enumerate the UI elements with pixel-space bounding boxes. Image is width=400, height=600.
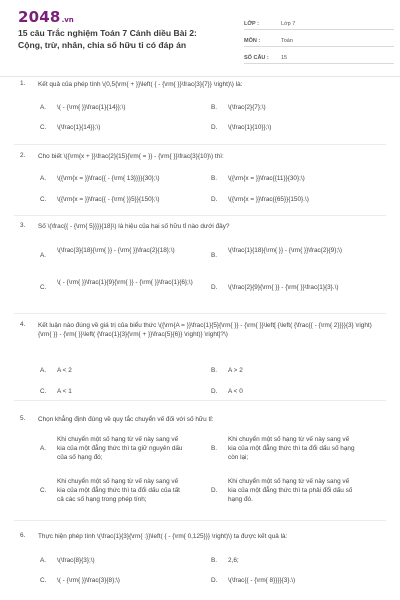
question-divider: [14, 144, 386, 145]
option-a[interactable]: [40, 366, 72, 375]
option-letter: A.: [40, 445, 47, 452]
option-text: \({\rm{x = }}\frac{{ - {\rm{ }}5}}{150};\): [57, 196, 160, 203]
header: [14, 0, 386, 72]
question-number: 1.: [20, 80, 26, 87]
option-letter: C.: [40, 487, 47, 494]
option-text: \(\frac{1}{10}};\): [228, 124, 272, 131]
option-b[interactable]: [211, 174, 305, 183]
option-text: Khi chuyển một số hạng từ vế này sang vế kia của một đẳng thức thì ta giữ nguyên dấu của số hạng đó;: [57, 436, 183, 462]
option-text: A > 2: [228, 367, 243, 374]
option-letter: B.: [211, 557, 218, 564]
question-4: [14, 321, 386, 393]
question-number: 3.: [20, 222, 26, 229]
option-letter: A.: [40, 252, 47, 259]
option-letter: D.: [211, 577, 218, 584]
question-divider: [14, 520, 386, 521]
option-text: \(\frac{{ - {\rm{ 8}}}}{3}.\): [228, 577, 296, 584]
option-letter: D.: [211, 487, 218, 494]
logo[interactable]: [18, 8, 74, 26]
option-c[interactable]: [40, 387, 72, 396]
option-c[interactable]: [40, 278, 197, 292]
option-letter: C.: [40, 577, 47, 584]
option-letter: D.: [211, 124, 218, 131]
header-divider: [0, 76, 400, 77]
option-c[interactable]: [40, 195, 160, 204]
option-text: 2,6;: [228, 557, 239, 564]
option-letter: A.: [40, 367, 47, 374]
option-text: \({\rm{x = }}\frac{{11}}{30};\): [228, 175, 305, 182]
question-divider: [14, 313, 386, 314]
option-a[interactable]: [40, 174, 160, 183]
option-b[interactable]: [211, 103, 266, 112]
question-3: [14, 222, 386, 310]
option-text: \( - {\rm{ }}\frac{1}{9}{\rm{ }} - {\rm{ }}\frac{1}{6};\): [57, 279, 193, 286]
option-c[interactable]: [40, 576, 120, 585]
option-text: \( - {\rm{ }}\frac{1}{14}};\): [57, 104, 126, 111]
option-text: \({\rm{x = }}\frac{{65}}{150}.\): [228, 196, 309, 203]
option-letter: D.: [211, 388, 218, 395]
option-text: \(\frac{2}{9}{\rm{ }} - {\rm{ }}\frac{1}{3}.\): [228, 284, 339, 291]
option-d[interactable]: [211, 123, 271, 132]
option-text: \(\frac{1}{18}{\rm{ }} - {\rm{ }}\frac{2}{9};\): [228, 247, 343, 254]
question-text: Chọn khẳng định đúng về quy tắc chuyển vế đối với số hữu tỉ:: [38, 416, 214, 423]
option-a[interactable]: [40, 435, 185, 463]
option-d[interactable]: [211, 477, 356, 505]
question-text: Kết quả của phép tính \(0,5{\rm{ + }}\left( { - {\rm{ }}\frac{3}{7}} \right)\) là:: [38, 81, 243, 88]
document-title: 15 câu Trắc nghiệm Toán 7 Cánh diều Bài 2: Cộng, trừ, nhân, chia số hữu tỉ có đáp án: [18, 28, 197, 50]
meta-value: 15: [281, 55, 288, 61]
option-text: \({\rm{x = }}\frac{{ - {\rm{ 13}}}}{30};\): [57, 175, 160, 182]
option-letter: C.: [40, 284, 47, 291]
option-c[interactable]: [40, 477, 185, 505]
meta-value: Lớp 7: [281, 21, 296, 27]
question-text: Thực hiện phép tính \(\frac{1}{3}{\rm{ :}}\left( { - {\rm{ 0,125}}} \right)\) ta được kết quả là:: [38, 533, 288, 540]
option-b[interactable]: [211, 366, 243, 375]
option-letter: B.: [211, 104, 218, 111]
logo-domain-text: .vn: [61, 16, 74, 24]
option-text: Khi chuyển một số hạng từ vế này sang vế kia của một đẳng thức thì ta đổi dấu của tất cả các số hạng trong phép tính;: [57, 478, 180, 504]
question-divider: [14, 400, 386, 401]
option-letter: C.: [40, 388, 47, 395]
question-number: 6.: [20, 532, 26, 539]
option-text: A < 1: [57, 388, 72, 395]
option-c[interactable]: [40, 123, 100, 132]
option-text: \(\frac{1}{14}};\): [57, 124, 101, 131]
option-d[interactable]: [211, 387, 243, 396]
option-d[interactable]: [211, 283, 339, 292]
option-d[interactable]: [211, 576, 295, 585]
meta-label: SỐ CÂU :: [244, 55, 269, 61]
option-letter: C.: [40, 196, 47, 203]
option-text: A < 0: [228, 388, 243, 395]
meta-row-subject: [244, 30, 394, 47]
question-number: 4.: [20, 321, 26, 328]
option-letter: B.: [211, 445, 218, 452]
option-letter: A.: [40, 557, 47, 564]
option-a[interactable]: [40, 246, 197, 260]
question-divider: [14, 215, 386, 216]
meta-label: LỚP :: [244, 21, 259, 27]
question-number: 5.: [20, 415, 26, 422]
meta-value: Toán: [281, 38, 293, 44]
option-text: \(\frac{2}{7};\): [228, 104, 266, 111]
option-letter: C.: [40, 124, 47, 131]
question-6: [14, 532, 386, 592]
meta-table: [244, 13, 394, 64]
question-text: Cho biết \({\rm{x + }}\frac{2}{15}{\rm{ = }} - {\rm{ }}\frac{3}{10}\) thì:: [38, 153, 224, 160]
question-5: [14, 415, 386, 515]
option-letter: B.: [211, 367, 218, 374]
option-letter: B.: [211, 252, 218, 259]
option-text: Khi chuyển một số hạng từ vế này sang vế kia của một đẳng thức thì ta phải đổi dấu số hạng đó.: [228, 478, 353, 504]
option-letter: B.: [211, 175, 218, 182]
option-text: A < 2: [57, 367, 72, 374]
option-b[interactable]: [211, 435, 356, 463]
option-text: \( - {\rm{ }}\frac{3}{8};\): [57, 577, 120, 584]
option-letter: D.: [211, 196, 218, 203]
question-1: [14, 80, 386, 140]
option-text: \(\frac{3}{18}{\rm{ }} - {\rm{ }}\frac{2}{18};\): [57, 247, 175, 254]
option-text: \(\frac{8}{3};\): [57, 557, 95, 564]
question-text: Số \(\frac{{ - {\rm{ 5}}}}{18}\) là hiệu của hai số hữu tỉ nào dưới đây?: [38, 223, 230, 230]
option-letter: A.: [40, 104, 47, 111]
meta-label: MÔN :: [244, 38, 261, 44]
question-text: Kết luận nào đúng về giá trị của biểu thức \({\rm{A = }}\frac{1}{5}{\rm{ }} - {\rm{ }}\left[ {\left( {\frac{{ - {\rm{ 2}}}}{3} \right){\rm{ }} - {\rm{ }}\left( {\frac{1}{3}{\rm{ + }}\frac{5}{6}} \right)} \right]?\): [38, 322, 372, 339]
logo-main-text: 2048: [18, 8, 61, 26]
option-b[interactable]: [211, 556, 239, 565]
option-b[interactable]: [211, 246, 368, 260]
option-text: Khi chuyển một số hạng từ vế này sang vế kia của một đẳng thức thì ta đổi dấu số hạng còn lại;: [228, 436, 355, 462]
option-letter: A.: [40, 175, 47, 182]
meta-row-question-count: [244, 47, 394, 64]
option-a[interactable]: [40, 103, 126, 112]
question-number: 2.: [20, 152, 26, 159]
question-2: [14, 152, 386, 212]
option-a[interactable]: [40, 556, 95, 565]
option-d[interactable]: [211, 195, 309, 204]
meta-row-grade: [244, 13, 394, 30]
option-letter: D.: [211, 284, 218, 291]
